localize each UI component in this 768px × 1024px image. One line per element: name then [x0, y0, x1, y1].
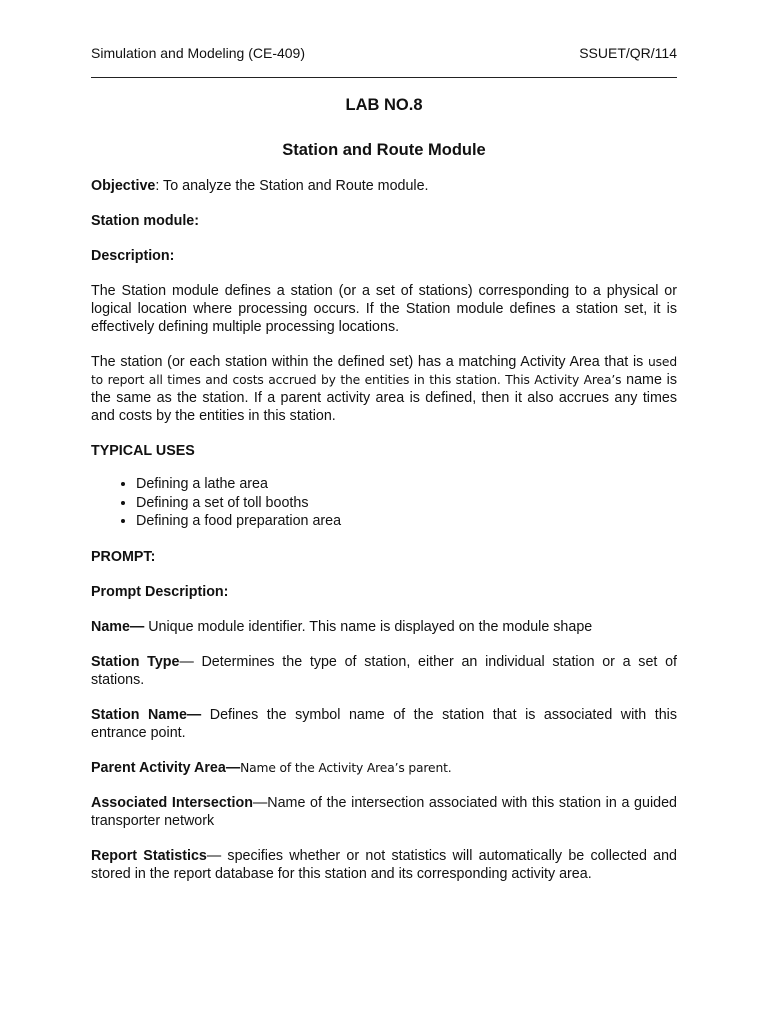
list-item: • Defining a lathe area [136, 475, 677, 494]
prompt-report-stats-text: — specifies whether or not statistics will automatically be collected and stored in the report database for this station and its corresponding activity area. [91, 847, 677, 882]
prompt-station-name [91, 706, 677, 742]
prompt-heading: PROMPT: [91, 548, 156, 565]
header-course: Simulation and Modeling (CE-409) [91, 45, 305, 61]
prompt-station-name-label: Station Name— [91, 706, 202, 723]
objective-text: : To analyze the Station and Route module. [155, 178, 429, 194]
prompt-station-type [91, 653, 677, 689]
header-doc-code: SSUET/QR/114 [579, 45, 677, 61]
list-item: • Defining a set of toll booths [136, 494, 677, 513]
prompt-name-label: Name— [91, 618, 145, 635]
desc-p2-part-c: name is the same as the station. If a parent activity area is defined, then it also accrues any times and costs by the entities in this station. [91, 372, 677, 424]
station-module-heading: Station module: [91, 213, 200, 229]
prompt-report-stats [91, 847, 677, 883]
prompt-name [91, 618, 677, 636]
module-title: Station and Route Module [282, 141, 486, 159]
prompt-station-type-text: — Determines the type of station, either an individual station or a set of stations. [91, 653, 677, 688]
prompt-assoc-intersection-label: Associated Intersection [91, 794, 253, 811]
prompt-report-stats-label: Report Statistics [91, 847, 207, 864]
prompt-station-name-text: Defines the symbol name of the station that is associated with this entrance point. [91, 706, 678, 741]
description-paragraph-2 [91, 353, 677, 425]
description-paragraph-1: The Station module defines a station (or a set of stations) corresponding to a physical or logical location where processing occurs. If the Station module defines a station set, it is effectively defining multiple processing locations. [91, 283, 677, 335]
prompt-parent-area [91, 759, 677, 777]
prompt-parent-area-label: Parent Activity Area— [91, 759, 241, 776]
header-rule [91, 77, 677, 78]
prompt-description-heading: Prompt Description: [91, 583, 229, 600]
prompt-assoc-intersection [91, 794, 677, 830]
prompt-station-type-label: Station Type [91, 653, 180, 670]
desc-p2-part-a: The station (or each station within the defined set) has a matching Activity Area that is [91, 354, 649, 370]
typical-uses-list [91, 475, 677, 531]
list-item: • Defining a food preparation area [136, 512, 677, 531]
objective-label: Objective [91, 178, 156, 194]
lab-title: LAB NO.8 [345, 96, 423, 114]
document-body [91, 95, 677, 900]
prompt-name-text: Unique module identifier. This name is displayed on the module shape [144, 618, 593, 635]
typical-uses-heading: TYPICAL USES [91, 443, 195, 459]
prompt-parent-area-text: Name of the Activity Area’s parent. [240, 760, 452, 775]
objective [91, 177, 677, 195]
desc-p2-part-b: used to report all times and costs accrued by the entities in this station. This Activity Area’s [91, 355, 677, 387]
prompt-assoc-intersection-text: —Name of the intersection associated with this station in a guided transporter network [91, 794, 677, 829]
description-heading: Description: [91, 248, 175, 264]
